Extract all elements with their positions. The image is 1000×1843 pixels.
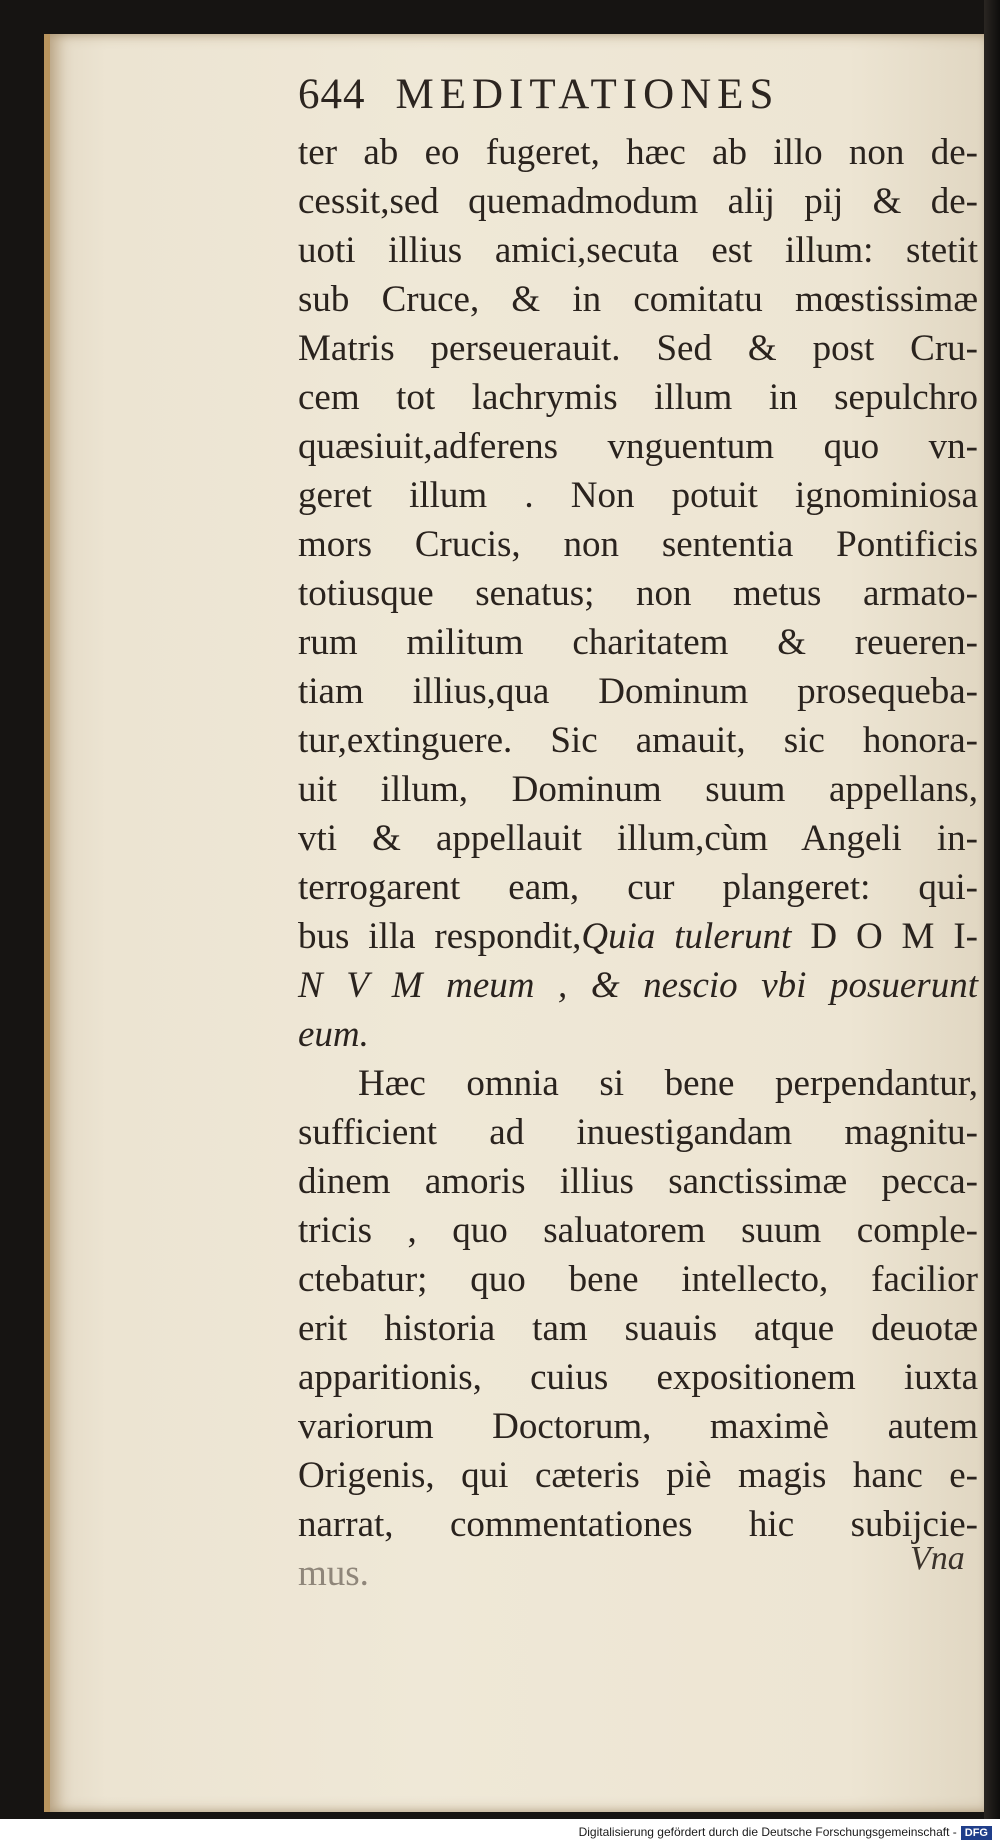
text-line: erit historia tam suauis atque deuotæ — [298, 1308, 978, 1349]
quote-italic: Quia tulerunt — [581, 916, 792, 957]
text-line: dinem amoris illius sanctissimæ pecca- — [298, 1161, 978, 1202]
text-line: uoti illius amici,secuta est illum: stetit — [298, 230, 978, 271]
text-line: ctebatur; quo bene intellecto, facilior — [298, 1259, 978, 1300]
funding-credit-text: Digitalisierung gefördert durch die Deutsche Forschungsgemeinschaft - — [578, 1825, 957, 1840]
text-line: cessit,sed quemadmodum alij pij & de- — [298, 181, 978, 222]
text-line-final: mus. — [298, 1553, 369, 1594]
footer-strip — [0, 1819, 1000, 1843]
text-line: vti & appellauit illum,cùm Angeli in- — [298, 818, 978, 859]
quote-line-end: eum. — [298, 1014, 369, 1055]
running-head — [298, 70, 938, 126]
text-line: apparitionis, cuius expositionem iuxta — [298, 1357, 978, 1398]
text-line: totiusque senatus; non metus armato- — [298, 573, 978, 614]
text-line-quote-start — [298, 912, 978, 961]
text-line: tur,extinguere. Sic amauit, sic honora- — [298, 720, 978, 761]
text-line: geret illum . Non potuit ignominiosa — [298, 475, 978, 516]
text-line: variorum Doctorum, maximè autem — [298, 1406, 978, 1447]
text-line: ter ab eo fugeret, hæc ab illo non de- — [298, 132, 978, 173]
text-line: terrogarent eam, cur plangeret: qui- — [298, 867, 978, 908]
catchword: Vna — [910, 1540, 965, 1577]
text-line: Matris perseuerauit. Sed & post Cru- — [298, 328, 978, 369]
text-line: uit illum, Dominum suum appellans, — [298, 769, 978, 810]
quote-dominum-caps: D O M I- — [791, 916, 978, 957]
text-line: mors Crucis, non sententia Pontificis — [298, 524, 978, 565]
text-line: tiam illius,qua Dominum prosequeba- — [298, 671, 978, 712]
text-line: sufficient ad inuestigandam magnitu- — [298, 1112, 978, 1153]
text-line: Origenis, qui cæteris piè magis hanc e- — [298, 1455, 978, 1496]
text-line: quæsiuit,adferens vnguentum quo vn- — [298, 426, 978, 467]
paragraph-first-line: Hæc omnia si bene perpendantur, — [358, 1063, 978, 1104]
text-line: cem tot lachrymis illum in sepulchro — [298, 377, 978, 418]
quote-lead-in: bus illa respondit, — [298, 916, 582, 957]
page-number: 644 — [298, 71, 366, 118]
quote-line: N V M meum , & nescio vbi posuerunt — [298, 965, 978, 1006]
text-line: narrat, commentationes hic subijcie- — [298, 1504, 978, 1545]
text-line: tricis , quo saluatorem suum comple- — [298, 1210, 978, 1251]
body-text — [298, 128, 978, 1598]
funding-credit — [579, 1825, 992, 1840]
dfg-logo: DFG — [961, 1826, 992, 1840]
text-line: rum militum charitatem & reueren- — [298, 622, 978, 663]
page-edge-shadow — [984, 0, 1000, 1843]
running-title: MEDITATIONES — [395, 71, 780, 118]
text-line: sub Cruce, & in comitatu mœstissimæ — [298, 279, 978, 320]
